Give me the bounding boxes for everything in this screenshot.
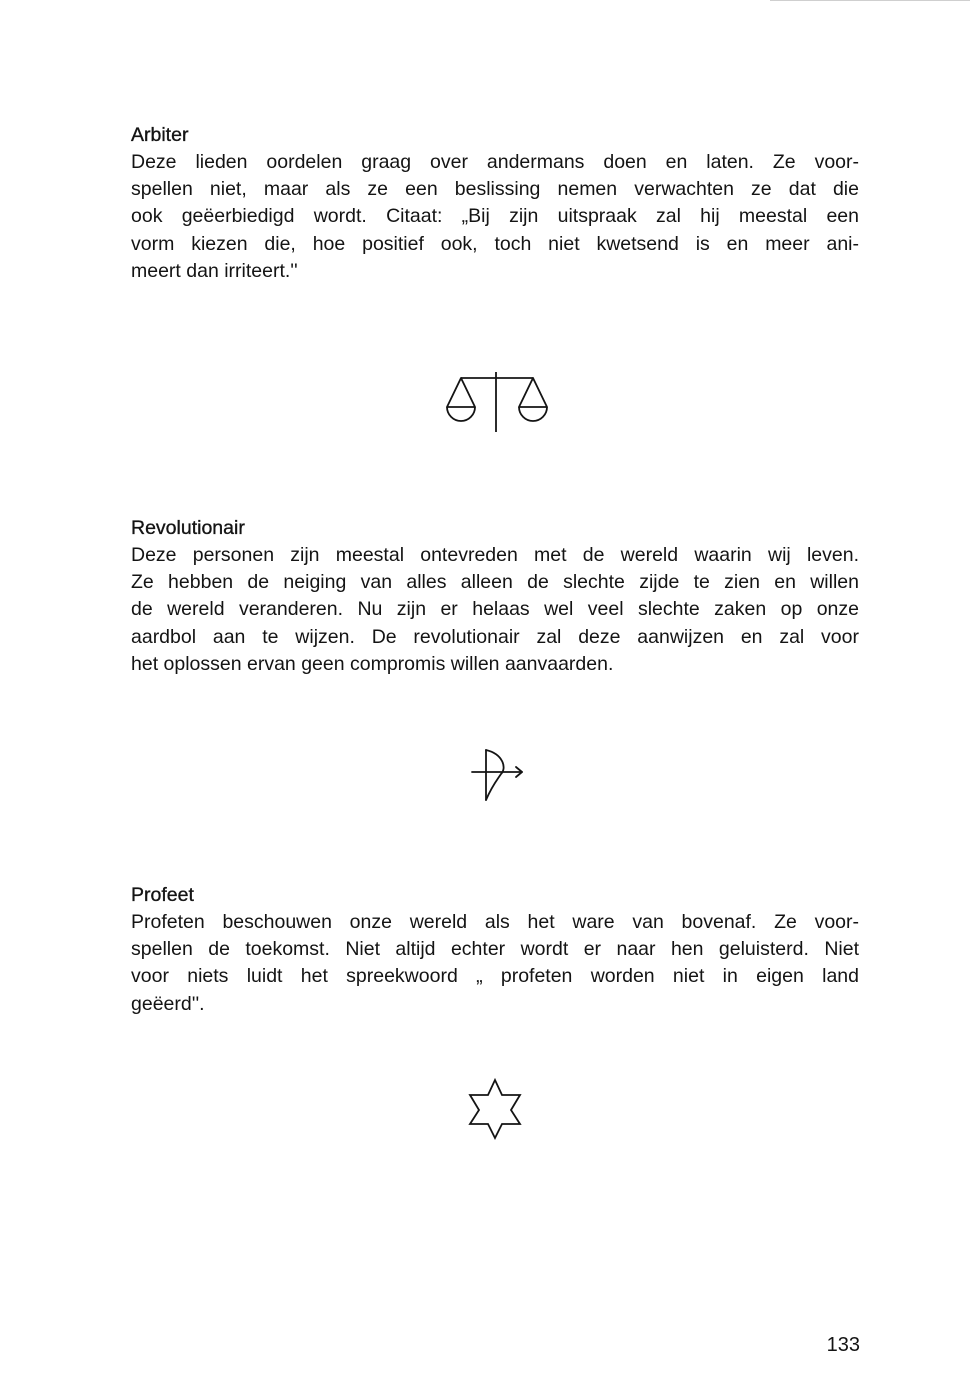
section-profeet	[131, 881, 859, 1018]
section-heading: Arbiter	[131, 124, 189, 146]
body-line: Deze lieden oordelen graag over andermans doen en laten. Ze voor-	[131, 151, 859, 173]
page-number: 133	[826, 1334, 860, 1356]
body-line: spellen niet, maar als ze een beslissing nemen verwachten ze dat die	[131, 178, 859, 201]
body-line: Ze hebben de neiging van alles alleen de slechte zijde te zien en willen	[131, 571, 859, 594]
section-heading: Revolutionair	[131, 517, 245, 539]
section-heading: Profeet	[131, 884, 194, 906]
body-line: het oplossen ervan geen compromis willen aanvaarden.	[131, 652, 614, 675]
body-line: voor niets luidt het spreekwoord „ profeten worden niet in eigen land	[131, 965, 859, 988]
body-line: de wereld veranderen. Nu zijn er helaas wel veel slechte zaken op onze	[131, 598, 859, 621]
section-body	[131, 542, 859, 678]
star-icon	[466, 1078, 524, 1140]
top-edge-rule	[770, 0, 970, 1]
body-line: Deze personen zijn meestal ontevreden met de wereld waarin wij leven.	[131, 544, 859, 566]
section-revolutionair	[131, 514, 859, 678]
section-body	[131, 909, 859, 1018]
body-line: Profeten beschouwen onze wereld als het ware van bovenaf. Ze voor-	[131, 911, 859, 933]
section-arbiter	[131, 121, 859, 285]
scales-icon	[443, 370, 553, 434]
bow-arrow-icon	[470, 746, 530, 804]
body-line: geëerd''.	[131, 992, 205, 1015]
body-line: ook geëerbiedigd wordt. Citaat: „Bij zijn uitspraak zal hij meestal een	[131, 205, 859, 228]
body-line: vorm kiezen die, hoe positief ook, toch niet kwetsend is en meer ani-	[131, 232, 859, 255]
body-line: spellen de toekomst. Niet altijd echter wordt er naar hen geluisterd. Niet	[131, 938, 859, 961]
body-line: meert dan irriteert.''	[131, 259, 298, 282]
body-line: aardbol aan te wijzen. De revolutionair zal deze aanwijzen en zal voor	[131, 625, 859, 648]
section-body	[131, 149, 859, 285]
